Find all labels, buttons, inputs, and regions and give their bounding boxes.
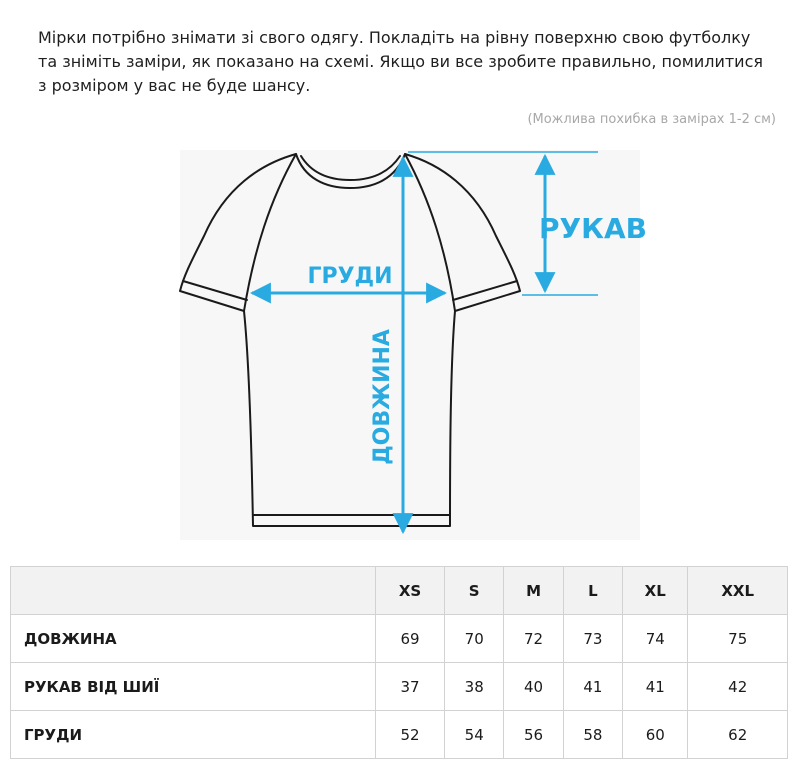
table-cell: 38	[445, 663, 504, 711]
table-cell: 41	[623, 663, 688, 711]
chest-label: ГРУДИ	[307, 264, 393, 289]
table-row-chest	[11, 711, 788, 759]
intro-text	[38, 26, 778, 98]
tshirt-measurement-diagram	[150, 140, 650, 550]
diagram-background	[180, 150, 640, 540]
intro-line: з розміром у вас не буде шансу.	[38, 76, 311, 95]
table-cell: 75	[688, 615, 788, 663]
table-cell: 73	[563, 615, 622, 663]
header-corner-cell	[11, 567, 376, 615]
table-row-sleeve	[11, 663, 788, 711]
intro-line: Мірки потрібно знімати зі свого одягу. Покладіть на рівну поверхню свою футболку	[38, 28, 751, 47]
table-cell: 74	[623, 615, 688, 663]
table-cell: 56	[504, 711, 563, 759]
intro-line: та зніміть заміри, як показано на схемі. Якщо ви все зробите правильно, помилитися	[38, 52, 763, 71]
size-header-m: M	[504, 567, 563, 615]
size-header-xs: XS	[376, 567, 445, 615]
row-label: ГРУДИ	[11, 711, 376, 759]
table-row-length	[11, 615, 788, 663]
table-cell: 69	[376, 615, 445, 663]
table-cell: 72	[504, 615, 563, 663]
tshirt-diagram-svg	[150, 140, 650, 550]
table-cell: 40	[504, 663, 563, 711]
table-cell: 37	[376, 663, 445, 711]
size-header-row	[11, 567, 788, 615]
table-cell: 58	[563, 711, 622, 759]
measurement-error-note: (Можлива похибка в замірах 1-2 см)	[527, 112, 776, 127]
sleeve-label: РУКАВ	[538, 212, 648, 245]
size-header-xxl: XXL	[688, 567, 788, 615]
table-cell: 42	[688, 663, 788, 711]
size-header-xl: XL	[623, 567, 688, 615]
row-label: РУКАВ ВІД ШИЇ	[11, 663, 376, 711]
table-cell: 54	[445, 711, 504, 759]
table-cell: 60	[623, 711, 688, 759]
table-cell: 70	[445, 615, 504, 663]
length-label: ДОВЖИНА	[370, 329, 395, 465]
size-chart-table	[10, 566, 788, 759]
size-header-l: L	[563, 567, 622, 615]
table-cell: 62	[688, 711, 788, 759]
size-header-s: S	[445, 567, 504, 615]
table-cell: 41	[563, 663, 622, 711]
row-label: ДОВЖИНА	[11, 615, 376, 663]
table-cell: 52	[376, 711, 445, 759]
